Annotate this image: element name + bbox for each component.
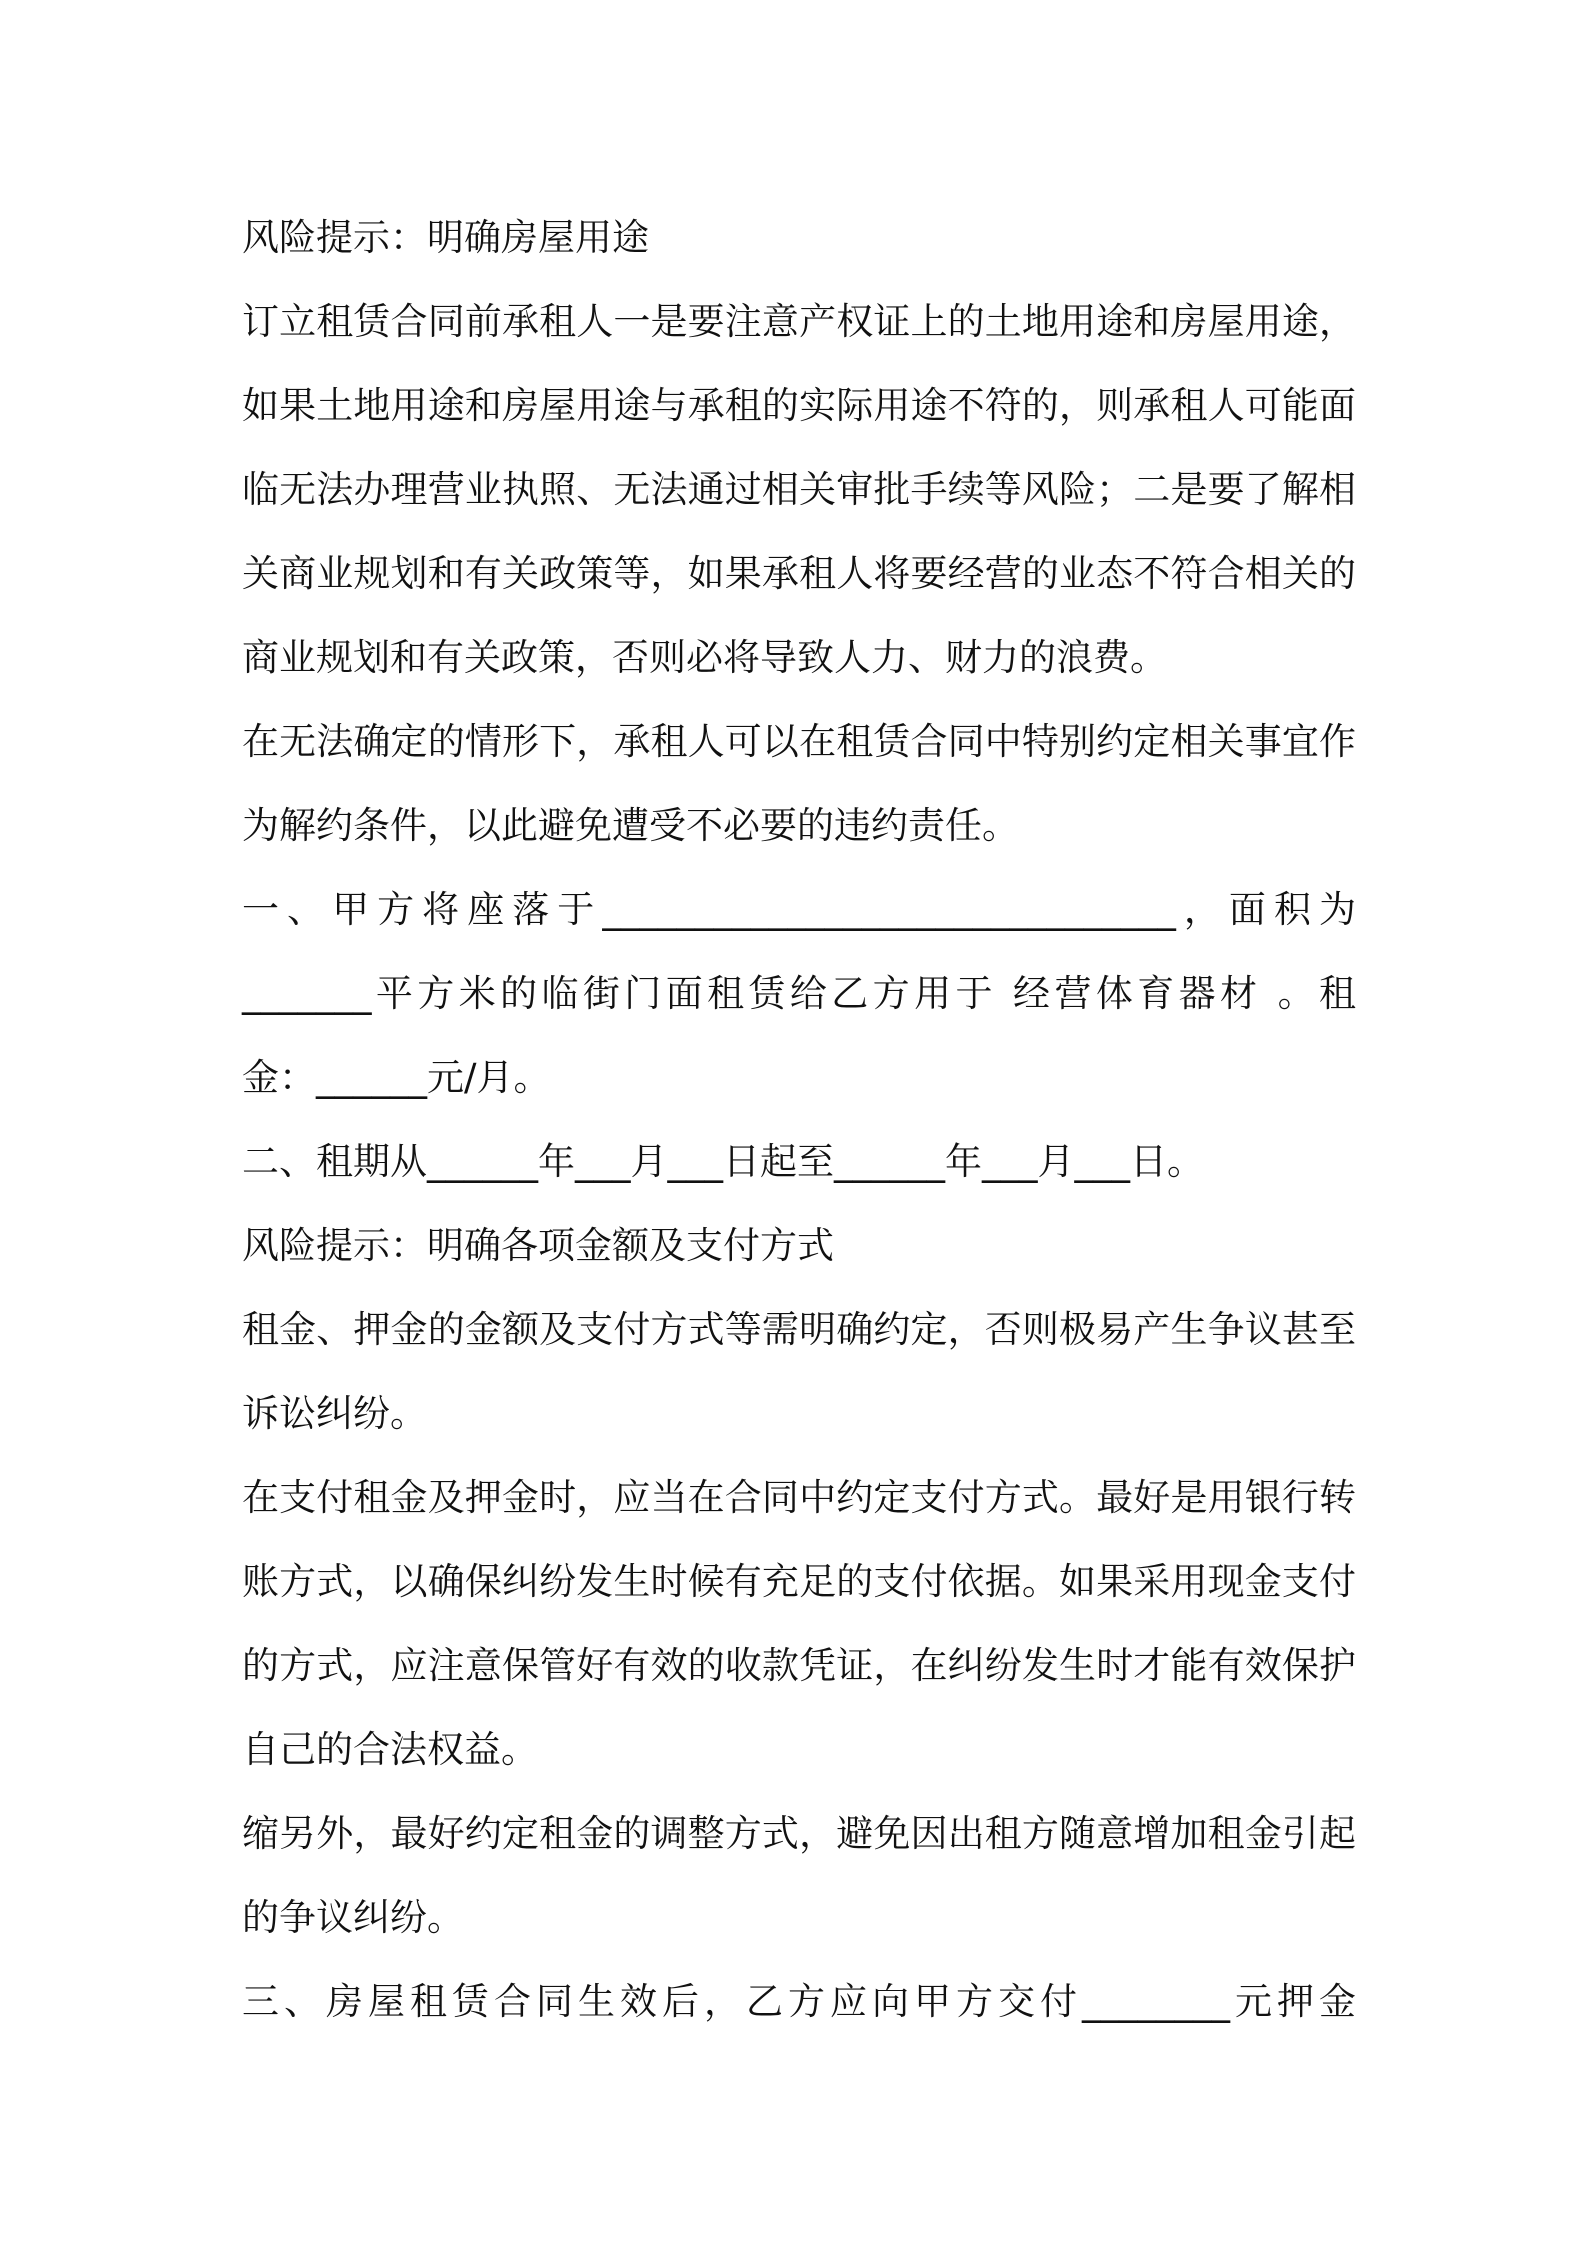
paragraph-line: 在支付租金及押金时，应当在合同中约定支付方式。最好是用银行转 — [242, 1476, 1356, 1519]
paragraph-line: 订立租赁合同前承租人一是要注意产权证上的土地用途和房屋用途， — [242, 300, 1356, 343]
clause-three-line: 三、房屋租赁合同生效后，乙方应向甲方交付________元押金 — [242, 1980, 1356, 2023]
risk-tip-heading-payment: 风险提示：明确各项金额及支付方式 — [242, 1224, 834, 1267]
paragraph-line: 自己的合法权益。 — [242, 1728, 538, 1771]
paragraph-line: 的争议纠纷。 — [242, 1896, 464, 1939]
paragraph-line: 关商业规划和有关政策等，如果承租人将要经营的业态不符合相关的 — [242, 552, 1356, 595]
clause-two-line: 二、租期从______年___月___日起至______年___月___日。 — [242, 1140, 1204, 1183]
paragraph-line: 租金、押金的金额及支付方式等需明确约定，否则极易产生争议甚至 — [242, 1308, 1356, 1351]
paragraph-line: 诉讼纠纷。 — [242, 1392, 427, 1435]
document-body — [242, 196, 1356, 2044]
clause-one-line: _______平方米的临街门面租赁给乙方用于 经营体育器材 。租 — [242, 972, 1356, 1015]
paragraph-line: 临无法办理营业执照、无法通过相关审批手续等风险；二是要了解相 — [242, 468, 1356, 511]
risk-tip-heading-usage: 风险提示：明确房屋用途 — [242, 216, 649, 259]
paragraph-line: 在无法确定的情形下，承租人可以在租赁合同中特别约定相关事宜作 — [242, 720, 1356, 763]
paragraph-line: 商业规划和有关政策，否则必将导致人力、财力的浪费。 — [242, 636, 1167, 679]
clause-one-line: 金：______元/月。 — [242, 1056, 551, 1099]
paragraph-line: 如果土地用途和房屋用途与承租的实际用途不符的，则承租人可能面 — [242, 384, 1356, 427]
clause-one-line: 一、甲方将座落于_______________________________，面积为 — [242, 888, 1356, 931]
paragraph-line: 账方式，以确保纠纷发生时候有充足的支付依据。如果采用现金支付 — [242, 1560, 1356, 1603]
paragraph-line: 缩另外，最好约定租金的调整方式，避免因出租方随意增加租金引起 — [242, 1812, 1356, 1855]
paragraph-line: 为解约条件，以此避免遭受不必要的违约责任。 — [242, 804, 1019, 847]
paragraph-line: 的方式，应注意保管好有效的收款凭证，在纠纷发生时才能有效保护 — [242, 1644, 1356, 1687]
